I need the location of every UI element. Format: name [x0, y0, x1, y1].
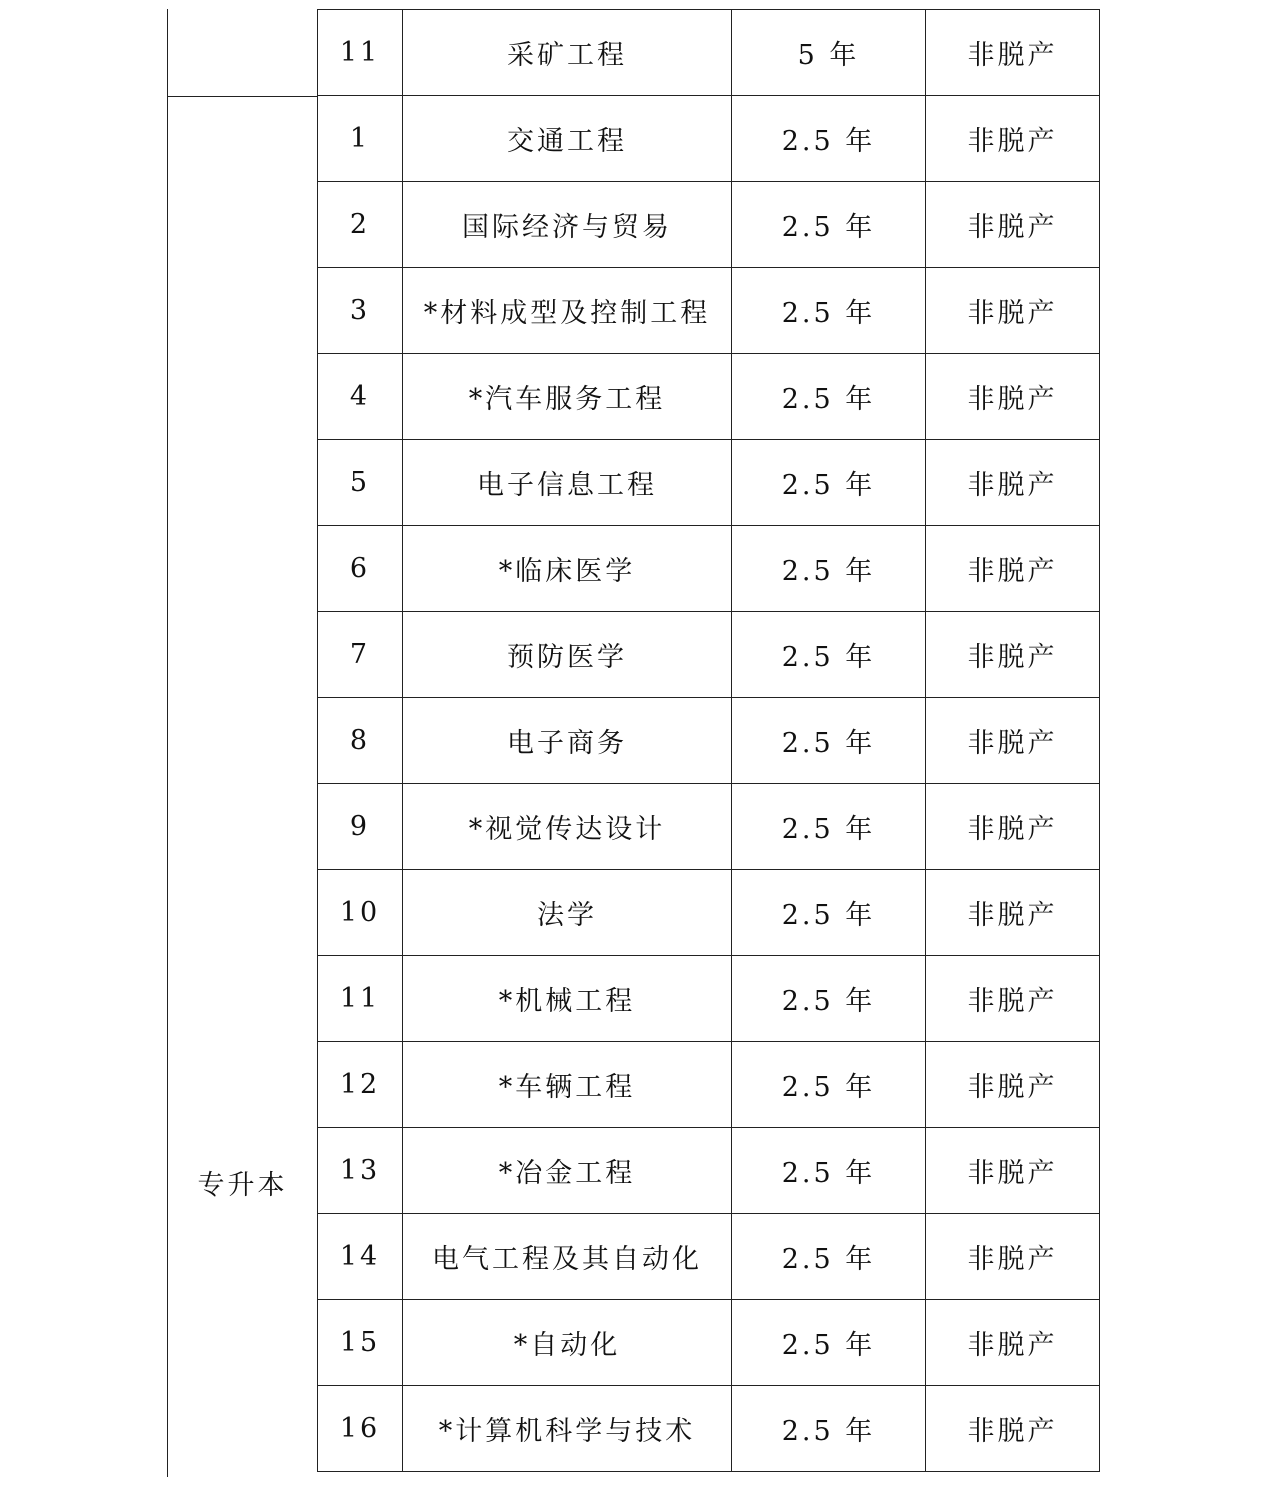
category-label-zhuanshengben: 专升本 — [197, 1170, 288, 1201]
study-mode: 非脱产 — [926, 1214, 1100, 1300]
major-name: 电气工程及其自动化 — [403, 1214, 732, 1300]
row-index: 13 — [318, 1128, 403, 1214]
major-name: 采矿工程 — [403, 10, 732, 96]
major-name: *冶金工程 — [403, 1128, 732, 1214]
row-index: 1 — [318, 96, 403, 182]
study-mode: 非脱产 — [926, 440, 1100, 526]
table-row — [318, 612, 1100, 698]
table-row — [318, 698, 1100, 784]
study-mode: 非脱产 — [926, 96, 1100, 182]
study-mode: 非脱产 — [926, 784, 1100, 870]
row-index: 15 — [318, 1300, 403, 1386]
study-duration: 2.5 年 — [732, 1128, 926, 1214]
table-row — [318, 784, 1100, 870]
study-duration: 2.5 年 — [732, 1042, 926, 1128]
row-index: 5 — [318, 440, 403, 526]
major-name: *临床医学 — [403, 526, 732, 612]
table-row — [318, 870, 1100, 956]
study-mode: 非脱产 — [926, 956, 1100, 1042]
major-name: *机械工程 — [403, 956, 732, 1042]
row-index: 10 — [318, 870, 403, 956]
table-row — [318, 956, 1100, 1042]
study-mode: 非脱产 — [926, 354, 1100, 440]
row-index: 6 — [318, 526, 403, 612]
row-index: 11 — [318, 10, 403, 96]
row-index: 14 — [318, 1214, 403, 1300]
table-row — [318, 440, 1100, 526]
study-duration: 2.5 年 — [732, 784, 926, 870]
table-row — [318, 268, 1100, 354]
category-divider — [167, 96, 317, 97]
study-mode: 非脱产 — [926, 268, 1100, 354]
major-name: *计算机科学与技术 — [403, 1386, 732, 1472]
major-name: *自动化 — [403, 1300, 732, 1386]
majors-table — [317, 9, 1100, 1472]
study-mode: 非脱产 — [926, 1300, 1100, 1386]
major-name: *车辆工程 — [403, 1042, 732, 1128]
row-index: 2 — [318, 182, 403, 268]
study-mode: 非脱产 — [926, 698, 1100, 784]
study-mode: 非脱产 — [926, 526, 1100, 612]
study-duration: 2.5 年 — [732, 440, 926, 526]
table-row — [318, 1128, 1100, 1214]
major-name: 电子商务 — [403, 698, 732, 784]
table-row — [318, 10, 1100, 96]
study-mode: 非脱产 — [926, 1042, 1100, 1128]
table-row — [318, 1214, 1100, 1300]
study-duration: 2.5 年 — [732, 612, 926, 698]
row-index: 8 — [318, 698, 403, 784]
study-mode: 非脱产 — [926, 1386, 1100, 1472]
row-index: 9 — [318, 784, 403, 870]
table-row — [318, 96, 1100, 182]
table-row — [318, 1300, 1100, 1386]
major-name: *视觉传达设计 — [403, 784, 732, 870]
study-duration: 2.5 年 — [732, 182, 926, 268]
study-mode: 非脱产 — [926, 612, 1100, 698]
study-duration: 2.5 年 — [732, 1214, 926, 1300]
row-index: 11 — [318, 956, 403, 1042]
major-name: *汽车服务工程 — [403, 354, 732, 440]
row-index: 16 — [318, 1386, 403, 1472]
table-row — [318, 182, 1100, 268]
study-duration: 2.5 年 — [732, 1386, 926, 1472]
category-column-left-border — [167, 9, 168, 1477]
table-row — [318, 354, 1100, 440]
study-duration: 2.5 年 — [732, 96, 926, 182]
study-duration: 2.5 年 — [732, 956, 926, 1042]
major-name: 预防医学 — [403, 612, 732, 698]
table-row — [318, 526, 1100, 612]
study-mode: 非脱产 — [926, 182, 1100, 268]
study-duration: 2.5 年 — [732, 354, 926, 440]
major-name: 法学 — [403, 870, 732, 956]
row-index: 3 — [318, 268, 403, 354]
major-name: 交通工程 — [403, 96, 732, 182]
study-mode: 非脱产 — [926, 10, 1100, 96]
study-mode: 非脱产 — [926, 1128, 1100, 1214]
study-duration: 5 年 — [732, 10, 926, 96]
major-name: 电子信息工程 — [403, 440, 732, 526]
table-row — [318, 1042, 1100, 1128]
study-duration: 2.5 年 — [732, 870, 926, 956]
study-duration: 2.5 年 — [732, 526, 926, 612]
study-mode: 非脱产 — [926, 870, 1100, 956]
study-duration: 2.5 年 — [732, 268, 926, 354]
row-index: 7 — [318, 612, 403, 698]
major-name: 国际经济与贸易 — [403, 182, 732, 268]
row-index: 4 — [318, 354, 403, 440]
study-duration: 2.5 年 — [732, 1300, 926, 1386]
study-duration: 2.5 年 — [732, 698, 926, 784]
row-index: 12 — [318, 1042, 403, 1128]
major-name: *材料成型及控制工程 — [403, 268, 732, 354]
majors-table-body — [318, 10, 1100, 1472]
table-row — [318, 1386, 1100, 1472]
